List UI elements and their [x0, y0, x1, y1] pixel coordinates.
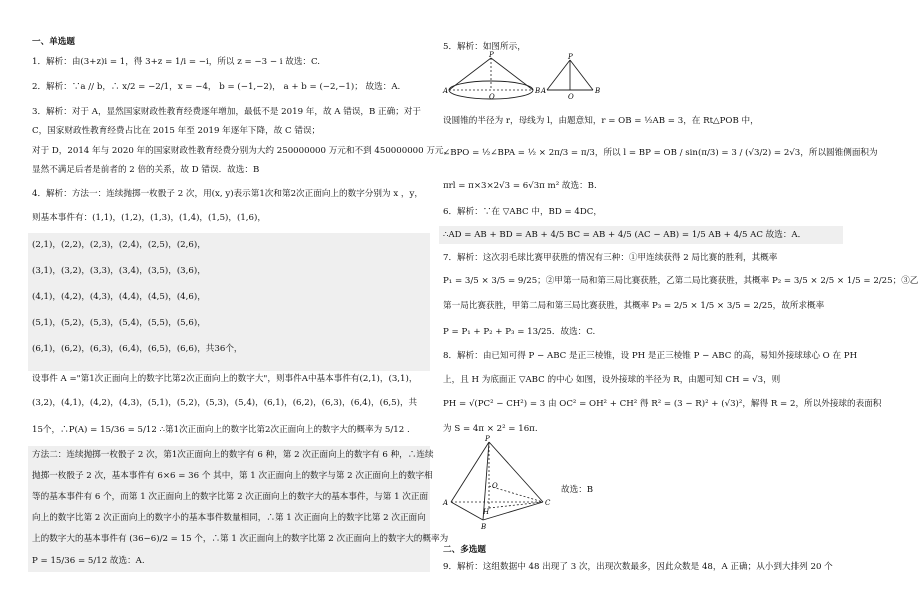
- answer-8-line: 为 S = 4π × 2² = 16π.: [443, 424, 538, 434]
- fig-label: O: [492, 482, 498, 490]
- outcome-row: (5,1)，(5,2)，(5,3)，(5,4)，(5,5)，(5,6)，: [32, 318, 206, 328]
- answer-5: 5．解析：如图所示，: [443, 42, 526, 52]
- answer-7: 7．解析：这次羽毛球比赛甲获胜的情况有三种：①甲连续获得 2 局比赛的胜利，其概率: [443, 253, 778, 263]
- answer-7-line: P₁ = 3/5 × 3/5 = 9/25；②甲第一局和第三局比赛获胜，乙第二局比赛获胜，其概率 P₂ = 3/5 × 2/5 × 1/5 = 2/25；③乙: [443, 276, 918, 286]
- answer-4-method2: 方法二：连续抛掷一枚骰子 2 次，第1次正面向上的数字有 6 种，第 2 次正面向上的数字有 6 种，∴连续: [32, 450, 434, 460]
- answer-5-line: 设圆锥的半径为 r，母线为 l，由题意知，r = OB = ½AB = 3，在 Rt△POB 中，: [443, 116, 759, 126]
- fig-label: P: [485, 435, 490, 443]
- pyramid-figure: [443, 436, 553, 531]
- outcome-row: (4,1)，(4,2)，(4,3)，(4,4)，(4,5)，(4,6)，: [32, 292, 206, 302]
- answer-2: 2．解析：∵a // b，∴ x/2 = −2/1，x = −4， b = (−1,−2)， a + b = (−2,−1)； 故选：A.: [32, 82, 401, 92]
- answer-8: 8．解析：由已知可得 P − ABC 是正三棱锥，设 PH 是正三棱锥 P − ABC 的高，易知外接球球心 O 在 PH: [443, 351, 858, 361]
- outcome-row: (2,1)，(2,2)，(2,3)，(2,4)，(2,5)，(2,6)，: [32, 240, 206, 250]
- fig-label: A: [541, 87, 547, 95]
- answer-1: 1．解析：由(3+z)i = 1，得 3+z = 1/i = −i，所以 z = −3 − i 故选：C.: [32, 57, 321, 67]
- answer-4-line: 4．解析：方法一：连续抛掷一枚骰子 2 次，用(x, y)表示第1次和第2次正面向上的数字分别为 x ，y，: [32, 189, 423, 199]
- answer-5-line: ∠BPO = ½∠BPA = ½ × 2π/3 = π/3，所以 l = BP = OB / sin(π/3) = 3 / (√3/2) = 2√3，所以圆锥侧面积为: [443, 148, 878, 158]
- fig-label: B: [535, 87, 541, 95]
- answer-6: 6．解析：∵在 ▽ABC 中，BD = 4DC，: [443, 207, 602, 217]
- answer-6-line: ∴AD = AB + BD = AB + 4/5 BC = AB + 4/5 (AC − AB) = 1/5 AB + 4/5 AC 故选：A．: [443, 230, 807, 240]
- answer-4-method2: 抛掷一枚骰子 2 次，基本事件有 6×6 = 36 个 其中，第 1 次正面向上的数字与第 2 次正面向上的数字相: [32, 471, 433, 481]
- answer-4-line: 设事件 A ="第1次正面向上的数字比第2次正面向上的数字大"，则事件A中基本事件有(2,1)，(3,1)，: [32, 374, 418, 384]
- answer-7-line: P = P₁ + P₂ + P₃ = 13/25．故选：C.: [443, 327, 596, 337]
- answer-7-line: 第一局比赛获胜，甲第二局和第三局比赛获胜，其概率 P₃ = 2/5 × 1/5 × 3/5 = 2/25，故所求概率: [443, 301, 825, 311]
- fig-label: B: [481, 523, 487, 531]
- answer-3-line: 对于 D，2014 年与 2020 年的国家财政性教育经费分别为大约 250000000 万元和不到 450000000 万元，: [32, 146, 453, 156]
- answer-9: 9．解析：这组数据中 48 出现了 3 次，出现次数最多，因此众数是 48，A 正确；从小到大排列 20 个: [443, 562, 833, 572]
- answer-3-line: 显然不满足后者是前者的 2 倍的关系，故 D 错误．故选：B: [32, 165, 260, 175]
- fig-label: P: [568, 53, 573, 61]
- answer-4-line: (3,2)，(4,1)，(4,2)，(4,3)，(5,1)，(5,2)，(5,3)，(5,4)，(6,1)，(6,2)，(6,3)，(6,4)，(6,5)，共: [32, 398, 418, 408]
- shaded-block: [28, 446, 430, 572]
- fig-label: P: [489, 51, 494, 59]
- answer-4-method2: 上的数字大的基本事件有 (36−6)/2 = 15 个，∴第 1 次正面向上的数字比第 2 次正面向上的数字大的概率为: [32, 534, 449, 544]
- fig-label: O: [489, 93, 495, 101]
- fig-label: O: [568, 93, 574, 101]
- fig-label: A: [443, 87, 449, 95]
- fig-label: H: [483, 508, 490, 516]
- answer-4-method2: 等的基本事件有 6 个，而第 1 次正面向上的数字比第 2 次正面向上的数字大的基本事件，与第 1 次正面: [32, 492, 429, 502]
- answer-8-line: 上，且 H 为底面正 ▽ABC 的中心 如图，设外接球的半径为 R，由题可知 CH = √3，则: [443, 375, 781, 385]
- fig-label: B: [595, 87, 601, 95]
- answer-4-method2: 向上的数字比第 2 次正面向上的数字小的基本事件数量相同，∴第 1 次正面向上的数字比第 2 次正面向: [32, 513, 426, 523]
- answer-4-line: 则基本事件有：(1,1)，(1,2)，(1,3)，(1,4)，(1,5)，(1,6)，: [32, 213, 266, 223]
- answer-4-method2: P = 15/36 = 5/12 故选：A.: [32, 556, 145, 566]
- section-heading: 一、单选题: [32, 37, 75, 47]
- answer-5-line: πrl = π×3×2√3 = 6√3π m² 故选：B.: [443, 181, 597, 191]
- answer-3-line: C，国家财政性教育经费占比在 2015 年至 2019 年逐年下降，故 C 错误；: [32, 126, 321, 136]
- fig-label: C: [545, 499, 551, 507]
- fig-label: A: [443, 499, 449, 507]
- outcome-row: (6,1)，(6,2)，(6,3)，(6,4)，(6,5)，(6,6)，共36个，: [32, 344, 243, 354]
- outcome-row: (3,1)，(3,2)，(3,3)，(3,4)，(3,5)，(3,6)，: [32, 266, 206, 276]
- section-heading: 二、多选题: [443, 545, 486, 555]
- answer-8-choice: 故选：B: [561, 485, 594, 495]
- answer-4-line: 15个，∴P(A) = 15/36 = 5/12 ∴第1次正面向上的数字比第2次正面向上的数字大的概率为 5/12 .: [32, 425, 410, 435]
- cone-figure: [443, 52, 603, 107]
- answer-8-line: PH = √(PC² − CH²) = 3 由 OC² = OH² + CH² 得 R² = (3 − R)² + (√3)²，解得 R = 2，所以外接球的表面积: [443, 399, 882, 409]
- answer-3-line: 3．解析：对于 A，显然国家财政性教育经费逐年增加，最低不是 2019 年，故 A 错误，B 正确；对于: [32, 107, 422, 117]
